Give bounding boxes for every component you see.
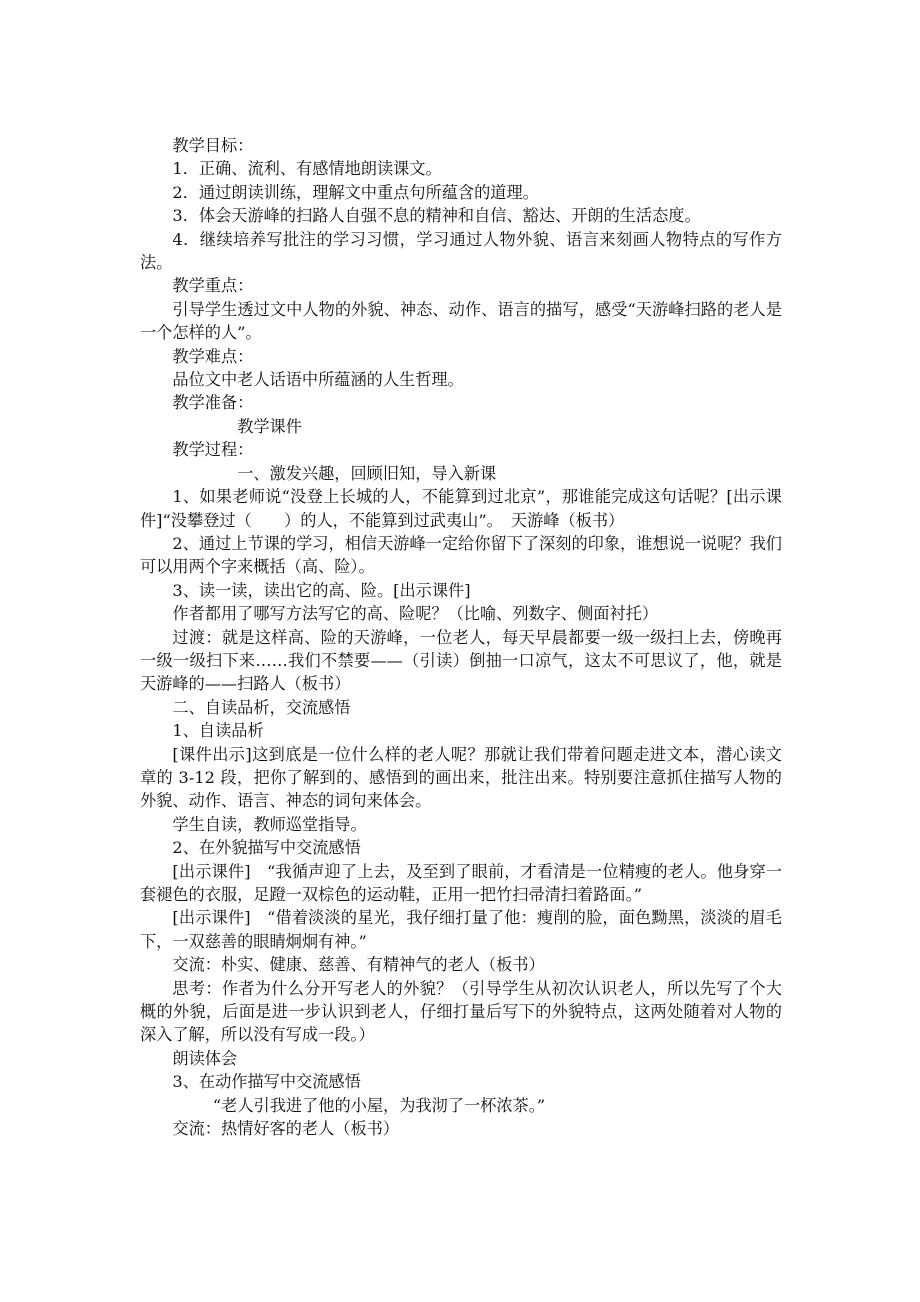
section-heading: 二、自读品析，交流感悟 bbox=[172, 697, 351, 717]
paragraph: 3、在动作描写中交流感悟 bbox=[172, 1072, 361, 1092]
paragraph: 作者都用了哪写方法写它的高、险呢？（比喻、列数字、侧面衬托） bbox=[172, 604, 659, 624]
paragraph: [出示课件] “我循声迎了上去，及至到了眼前，才看清是一位精瘦的老人。他身穿一套褪色的衣服，足蹬一双棕色的运动鞋，正用一把竹扫帚清扫着路面。” bbox=[140, 861, 782, 904]
goal-item: 1．正确、流利、有感情地朗读课文。 bbox=[172, 159, 442, 179]
document-body bbox=[140, 134, 782, 1140]
paragraph: 过渡：就是这样高、险的天游峰，一位老人，每天早晨都要一级一级扫上去，傍晚再一级一级扫下来……我们不禁要——（引读）倒抽一口凉气，这太不可思议了，他，就是天游峰的——扫路人（板书） bbox=[140, 627, 782, 694]
quote-paragraph: “老人引我进了他的小屋，为我沏了一杯浓茶。” bbox=[212, 1095, 546, 1115]
paragraph: 教学课件 bbox=[237, 416, 302, 436]
paragraph: 交流：朴实、健康、慈善、有精神气的老人（板书） bbox=[172, 955, 545, 975]
paragraph: 2、在外貌描写中交流感悟 bbox=[172, 838, 361, 858]
goal-item: 2．通过朗读训练，理解文中重点句所蕴含的道理。 bbox=[172, 182, 539, 202]
heading-preparation: 教学准备： bbox=[172, 393, 254, 413]
paragraph: 交流：热情好客的老人（板书） bbox=[172, 1119, 400, 1139]
paragraph: [出示课件] “借着淡淡的星光，我仔细打量了他：瘦削的脸，面色黝黑，淡淡的眉毛下，一双慈善的眼睛炯炯有神。” bbox=[140, 908, 782, 951]
paragraph: [课件出示]这到底是一位什么样的老人呢？那就让我们带着问题走进文本，潜心读文章的 3-12 段，把你了解到的、感悟到的画出来，批注出来。特别要注意抓住描写人物的外貌、动作、语言、神态的词句来体会。 bbox=[140, 744, 782, 811]
paragraph: 3、读一读，读出它的高、险。[出示课件] bbox=[172, 580, 471, 600]
goal-item: 3．体会天游峰的扫路人自强不息的精神和自信、豁达、开朗的生活态度。 bbox=[172, 206, 701, 226]
heading-teaching-goals: 教学目标： bbox=[172, 136, 254, 155]
paragraph: 2、通过上节课的学习，相信天游峰一定给你留下了深刻的印象，谁想说一说呢？我们可以用两个字来概括（高、险）。 bbox=[140, 533, 782, 577]
paragraph: 品位文中老人话语中所蕴涵的人生哲理。 bbox=[172, 370, 464, 390]
paragraph: 引导学生透过文中人物的外貌、神态、动作、语言的描写，感受“天游峰扫路的老人是一个怎样的人”。 bbox=[140, 299, 782, 343]
paragraph: 思考：作者为什么分开写老人的外貌？（引导学生从初次认识老人，所以先写了个大概的外貌，后面是进一步认识到老人，仔细打量后写下的外貌特点，这两处随着对人物的深入了解，所以没有写成一段。） bbox=[140, 978, 782, 1045]
heading-difficulties: 教学难点： bbox=[172, 346, 254, 366]
paragraph: 1、如果老师说“没登上长城的人，不能算到过北京”，那谁能完成这句话呢？[出示课件]“没攀登过（ ）的人，不能算到过武夷山”。 天游峰（板书） bbox=[140, 487, 782, 530]
heading-process: 教学过程： bbox=[172, 440, 254, 460]
heading-key-points: 教学重点： bbox=[172, 276, 254, 296]
paragraph: 学生自读，教师巡堂指导。 bbox=[172, 814, 367, 834]
section-heading: 一、激发兴趣，回顾旧知，导入新课 bbox=[237, 463, 497, 483]
goal-item: 4．继续培养写批注的学习习惯，学习通过人物外貌、语言来刻画人物特点的写作方法。 bbox=[140, 229, 782, 273]
paragraph: 1、自读品析 bbox=[172, 721, 264, 741]
paragraph: 朗读体会 bbox=[172, 1048, 238, 1068]
